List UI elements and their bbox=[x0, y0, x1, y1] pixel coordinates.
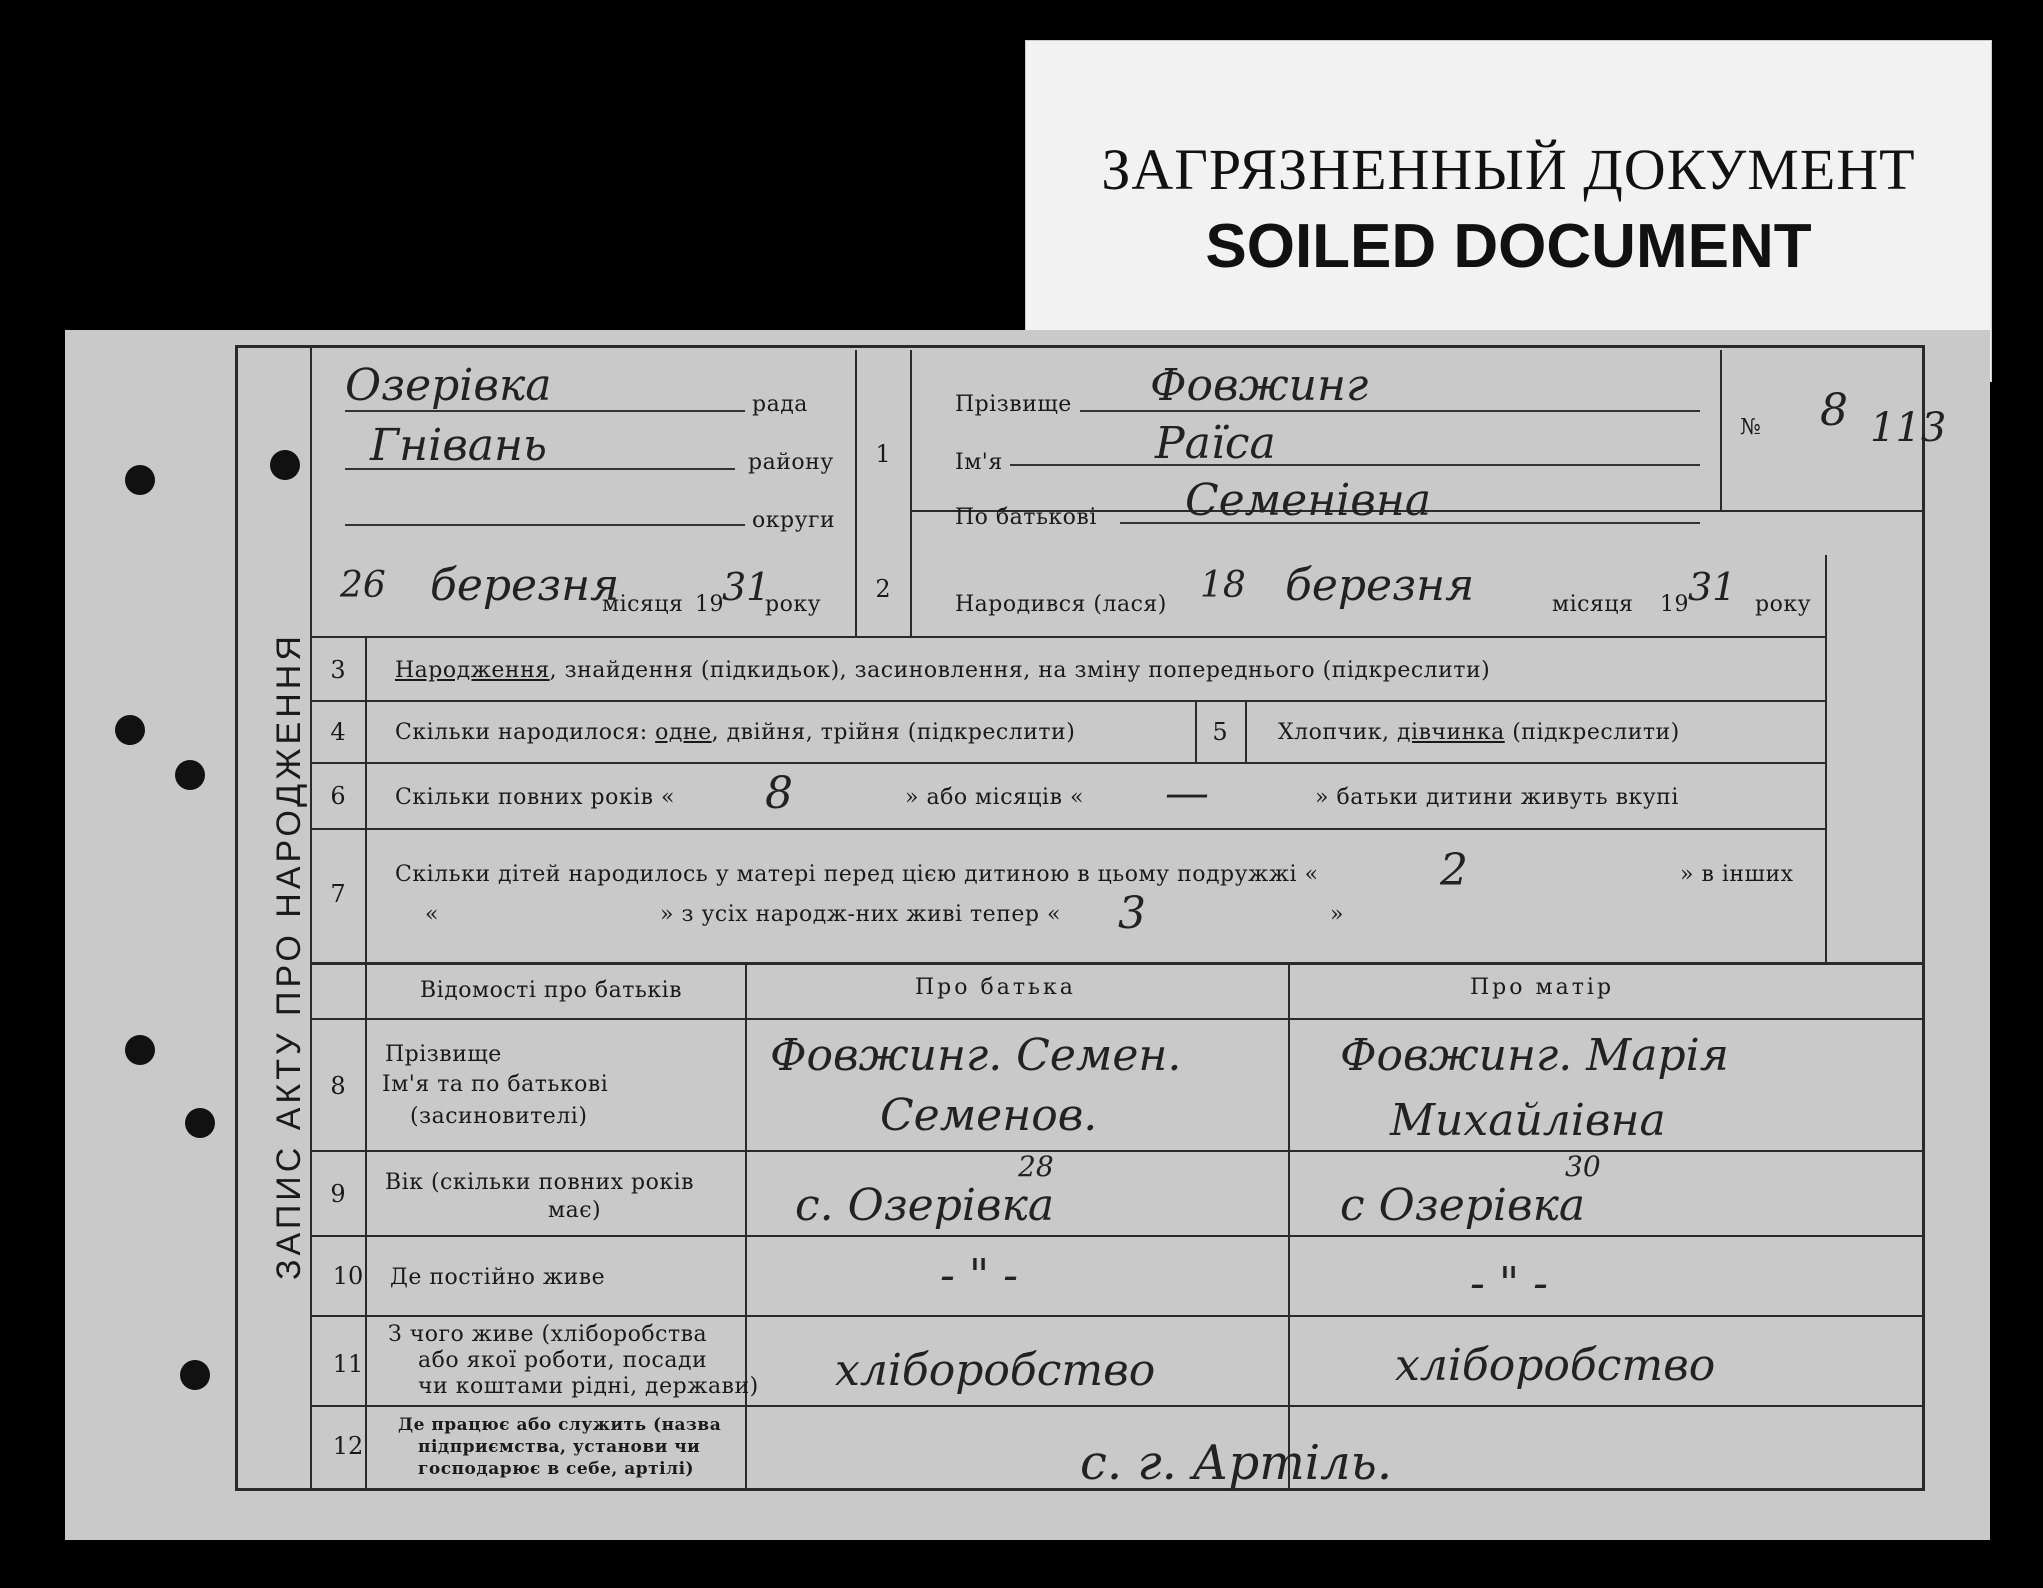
row11-label2: або якої роботи, посади bbox=[418, 1348, 708, 1373]
patronymic-label: По батькові bbox=[955, 505, 1097, 530]
row-number: 1 bbox=[875, 440, 891, 468]
rayon-value: Гнівань bbox=[370, 420, 547, 471]
row-number: 9 bbox=[330, 1180, 346, 1208]
row6-text-b: » або місяців « bbox=[905, 785, 1084, 810]
father-name2: Семенов. bbox=[880, 1090, 1098, 1141]
row3-text: Народження, знайдення (підкидьок), засиновлення, на зміну попереднього (підкреслити) bbox=[395, 658, 1491, 683]
row-number: 3 bbox=[330, 656, 346, 684]
row-number: 10 bbox=[332, 1262, 364, 1290]
punch-hole bbox=[270, 450, 300, 480]
mother-name2: Михайлівна bbox=[1390, 1095, 1666, 1146]
father-place: с. Озерівка bbox=[795, 1180, 1055, 1231]
row7-in-marriage: 2 bbox=[1440, 845, 1468, 896]
row-number: 12 bbox=[332, 1432, 364, 1460]
year-label: року bbox=[765, 592, 822, 617]
born-day: 18 bbox=[1200, 565, 1246, 606]
row6-months: — bbox=[1165, 768, 1209, 819]
row8-label1: Прізвище bbox=[385, 1042, 502, 1067]
vertical-title: ЗАПИС АКТУ ПРО НАРОДЖЕННЯ bbox=[270, 632, 308, 1280]
punch-hole bbox=[125, 1035, 155, 1065]
row11-label3: чи коштами рідні, держави) bbox=[418, 1374, 759, 1399]
row-number: 8 bbox=[330, 1072, 346, 1100]
patronymic-value: Семенівна bbox=[1185, 475, 1432, 526]
born-month: березня bbox=[1285, 560, 1475, 611]
rada-label: рада bbox=[752, 392, 808, 417]
row6-years: 8 bbox=[765, 768, 793, 819]
row9-label1: Вік (скільки повних років bbox=[385, 1170, 695, 1195]
rada-value: Озерівка bbox=[345, 360, 552, 411]
rayon-label: району bbox=[748, 450, 834, 475]
row12-label2: підприємства, установи чи bbox=[418, 1437, 701, 1457]
mother-age: 30 bbox=[1565, 1150, 1601, 1183]
punch-hole bbox=[180, 1360, 210, 1390]
row8-label3: (засиновителі) bbox=[410, 1104, 588, 1129]
row5-text: Хлопчик, дівчинка (підкреслити) bbox=[1278, 720, 1680, 745]
row9-label2: має) bbox=[548, 1198, 602, 1223]
mother-residence: - " - bbox=[1470, 1258, 1548, 1309]
punch-hole bbox=[185, 1108, 215, 1138]
label-english: SOILED DOCUMENT bbox=[1205, 212, 1812, 281]
date-day: 26 bbox=[340, 565, 386, 606]
row-number: 5 bbox=[1212, 718, 1228, 746]
father-residence: - " - bbox=[940, 1250, 1018, 1301]
row8-label2: Ім'я та по батькові bbox=[382, 1072, 609, 1097]
punch-hole bbox=[125, 465, 155, 495]
row-number: 4 bbox=[330, 718, 346, 746]
row7-alive: 3 bbox=[1118, 888, 1146, 939]
row7-line2-c: » bbox=[1330, 902, 1344, 927]
row12-label1: Де працює або служить (назва bbox=[398, 1415, 722, 1435]
mother-name1: Фовжинг. Марія bbox=[1340, 1030, 1729, 1081]
workplace-value: с. г. Артіль. bbox=[1080, 1435, 1393, 1491]
row6-text-a: Скільки повних років « bbox=[395, 785, 675, 810]
row-number: 2 bbox=[875, 575, 891, 603]
number-extra: 113 bbox=[1870, 405, 1947, 451]
row7-line2-b: » з усіх народж-них живі тепер « bbox=[660, 902, 1061, 927]
row10-label: Де постійно живе bbox=[390, 1265, 606, 1290]
number-label: № bbox=[1740, 415, 1762, 440]
month-label: місяця bbox=[602, 592, 684, 617]
row7-line2-a: « bbox=[425, 902, 439, 927]
row11-label1: З чого живе (хліборобства bbox=[388, 1322, 708, 1347]
number-value: 8 bbox=[1820, 385, 1848, 436]
okruha-label: округи bbox=[752, 508, 836, 533]
row-number: 11 bbox=[332, 1350, 364, 1378]
parents-col-label: Відомості про батьків bbox=[420, 978, 683, 1003]
father-name1: Фовжинг. Семен. bbox=[770, 1030, 1182, 1081]
date-year: 31 bbox=[722, 565, 771, 609]
name-label: Ім'я bbox=[955, 450, 1003, 475]
born-year: 31 bbox=[1688, 565, 1737, 609]
father-header: Про батька bbox=[915, 975, 1076, 1000]
row-number: 7 bbox=[330, 880, 346, 908]
row12-label3: господарює в себе, артілі) bbox=[418, 1459, 695, 1479]
father-age: 28 bbox=[1018, 1150, 1054, 1183]
punch-hole bbox=[115, 715, 145, 745]
row7-line1: Скільки дітей народилось у матері перед цією дитиною в цьому подружжі « bbox=[395, 862, 1319, 887]
born-year-label: року bbox=[1755, 592, 1812, 617]
father-occupation: хліборобство bbox=[835, 1345, 1156, 1396]
mother-place: с Озерівка bbox=[1340, 1180, 1586, 1231]
born-month-label: місяця bbox=[1552, 592, 1634, 617]
name-value: Раїса bbox=[1155, 418, 1276, 469]
born-label: Народився (лася) bbox=[955, 592, 1167, 617]
punch-hole bbox=[175, 760, 205, 790]
date-month: березня bbox=[430, 560, 620, 611]
row7-line1-end: » в інших bbox=[1680, 862, 1794, 887]
year-prefix: 19 bbox=[695, 592, 724, 617]
label-russian: ЗАГРЯЗНЕННЫЙ ДОКУМЕНТ bbox=[1101, 137, 1916, 202]
row6-text-c: » батьки дитини живуть вкупі bbox=[1315, 785, 1679, 810]
row4-text: Скільки народилося: одне, двійня, трійня (підкреслити) bbox=[395, 720, 1076, 745]
mother-occupation: хліборобство bbox=[1395, 1340, 1716, 1391]
surname-label: Прізвище bbox=[955, 392, 1072, 417]
surname-value: Фовжинг bbox=[1150, 360, 1369, 411]
row-number: 6 bbox=[330, 782, 346, 810]
born-year-prefix: 19 bbox=[1660, 592, 1689, 617]
mother-header: Про матір bbox=[1470, 975, 1615, 1000]
